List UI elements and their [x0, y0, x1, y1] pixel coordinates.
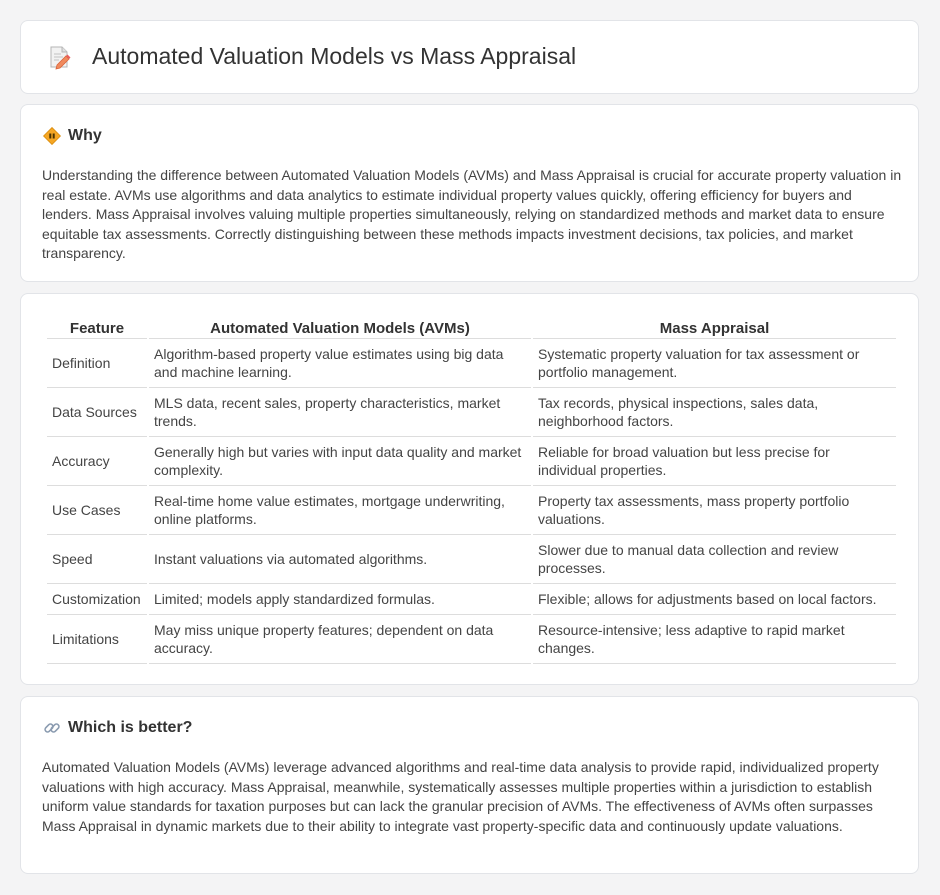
header-feature: Feature [47, 314, 147, 339]
better-title: Which is better? [68, 719, 193, 736]
row-mass-value: Slower due to manual data collection and review processes. [533, 535, 896, 584]
table-row [47, 339, 896, 388]
link-icon [43, 719, 61, 737]
header-avms: Automated Valuation Models (AVMs) [149, 314, 531, 339]
why-title: Why [68, 127, 102, 144]
row-feature: Data Sources [47, 388, 147, 437]
row-mass-value: Tax records, physical inspections, sales data, neighborhood factors. [533, 388, 896, 437]
why-section [20, 104, 919, 282]
row-avm-value: May miss unique property features; dependent on data accuracy. [149, 615, 531, 664]
table-row [47, 437, 896, 486]
diamond-sign-icon [43, 127, 61, 145]
table-row [47, 615, 896, 664]
row-avm-value: Real-time home value estimates, mortgage underwriting, online platforms. [149, 486, 531, 535]
row-avm-value: Algorithm-based property value estimates using big data and machine learning. [149, 339, 531, 388]
table-row [47, 388, 896, 437]
why-header [43, 127, 102, 145]
page-title: Automated Valuation Models vs Mass Appraisal [92, 43, 577, 69]
row-mass-value: Systematic property valuation for tax assessment or portfolio management. [533, 339, 896, 388]
document-pencil-icon [46, 44, 72, 70]
comparison-table-card [20, 293, 919, 685]
row-avm-value: Instant valuations via automated algorithms. [149, 535, 531, 584]
row-feature: Speed [47, 535, 147, 584]
row-avm-value: MLS data, recent sales, property characteristics, market trends. [149, 388, 531, 437]
better-body: Automated Valuation Models (AVMs) leverage advanced algorithms and real-time data analysis to provide rapid, individualized property valuations with high accuracy. Mass Appraisal, meanwhile, systematically assesses multiple properties within a jurisdiction to establish uniform value standards for taxation purposes but can lack the granular precision of AVMs. The effectiveness of AVMs often surpasses Mass Appraisal in dynamic markets due to their ability to integrate vast property-specific data and continuously update valuations. [42, 759, 879, 834]
table-row [47, 486, 896, 535]
row-avm-value: Limited; models apply standardized formulas. [149, 584, 531, 615]
row-feature: Customization [47, 584, 147, 615]
comparison-table [45, 314, 898, 664]
table-header-row [47, 314, 896, 339]
row-feature: Definition [47, 339, 147, 388]
better-header [43, 719, 192, 737]
row-mass-value: Reliable for broad valuation but less precise for individual properties. [533, 437, 896, 486]
row-feature: Accuracy [47, 437, 147, 486]
which-is-better-section [20, 696, 919, 874]
header-mass-appraisal: Mass Appraisal [533, 314, 896, 339]
row-feature: Use Cases [47, 486, 147, 535]
row-feature: Limitations [47, 615, 147, 664]
row-mass-value: Flexible; allows for adjustments based on local factors. [533, 584, 896, 615]
row-avm-value: Generally high but varies with input data quality and market complexity. [149, 437, 531, 486]
why-body: Understanding the difference between Automated Valuation Models (AVMs) and Mass Appraisal is crucial for accurate property valuation in real estate. AVMs use algorithms and data analytics to estimate individual property values quickly, offering efficiency for buyers and lenders. Mass Appraisal involves valuing multiple properties simultaneously, relying on standardized methods and market data to ensure equitable tax assessments. Correctly distinguishing between these methods impacts investment decisions, tax policies, and market transparency. [42, 167, 902, 262]
title-card [20, 20, 919, 94]
title-row [46, 43, 576, 70]
table-row [47, 535, 896, 584]
row-mass-value: Property tax assessments, mass property portfolio valuations. [533, 486, 896, 535]
row-mass-value: Resource-intensive; less adaptive to rapid market changes. [533, 615, 896, 664]
table-row [47, 584, 896, 615]
